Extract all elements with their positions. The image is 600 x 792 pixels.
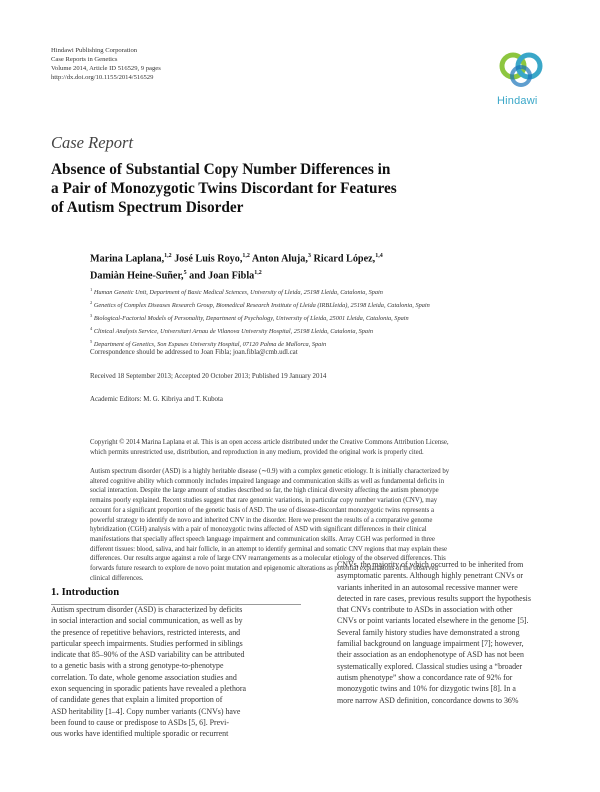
body-line: Autism spectrum disorder (ASD) is characterized by deficits (51, 605, 243, 614)
body-line: familial background on language impairment [7]; however, (337, 639, 524, 649)
publisher: Hindawi Publishing Corporation (51, 47, 138, 54)
affiliations (90, 285, 560, 349)
publication-dates: Received 18 September 2013; Accepted 20 October 2013; Published 19 January 2014 (90, 373, 327, 380)
body-line: particular speech impairments. Studies performed in siblings (51, 638, 243, 648)
author-name: Ricard López, (310, 253, 376, 265)
title-line: of Autism Spectrum Disorder (51, 199, 244, 216)
body-line: ous works have identified multiple sporadic or recurrent (51, 729, 229, 739)
affiliation-item: $^1$ Human Genetic Unit, Department of Basic Medical Sciences, University of Lleida, 25198 Lleida, Catalonia, Spain (90, 287, 383, 297)
body-line: correlation. To date, whole genome association studies and (51, 672, 237, 682)
abstract-line: manifestations that specially affect speech language impairment and communication skills. Array CGH was performed in three (90, 535, 435, 543)
author-name: Damiàn Heine-Suñer, (90, 270, 184, 282)
abstract-line: altered cognitive ability which commonly includes impaired language and communication skills as well as fundamental deficits in (90, 477, 445, 485)
author-list (90, 249, 560, 284)
body-line: more narrow ASD definition, concordance downs to 36% (337, 695, 519, 705)
body-line: monozygotic twins and 10% for dizygotic twins [8]. In a (337, 684, 516, 694)
body-line: detected in rare cases, previous results support the hypothesis (337, 593, 531, 603)
body-line: that CNVs contribute to ASDs in association with other (337, 605, 513, 615)
academic-editors: Academic Editors: M. G. Kibriya and T. Kubota (90, 396, 223, 403)
author-name: Anton Aluja, (249, 253, 308, 265)
abstract-line: forwards future research to explore de novo point mutation and epigenomic alterations as potential explanations of the observed (90, 565, 438, 573)
body-line: CNVs or point variants located elsewhere in the genome [5]. (337, 616, 529, 626)
affiliation-item: $^2$ Genetics of Complex Diseases Research Group, Biomedical Research Institute of Lleida (IRBLleida), 25198 Lleida, Catalonia, Spain (90, 299, 430, 309)
author-sup: 5 (183, 270, 187, 277)
author-name: Marina Laplana, (90, 253, 165, 265)
section-heading: 1. Introduction (51, 587, 120, 598)
journal-name: Case Reports in Genetics (51, 56, 118, 63)
abstract-line: differences. Our results argue against a role of large CNV rearrangements as a molecular etiology of the observed differences. This (90, 555, 446, 563)
body-column-left (51, 604, 303, 740)
author-sup: 1,4 (375, 253, 383, 259)
body-line: Several family history studies have demonstrated a strong (337, 627, 520, 637)
abstract-line: hybridization (CGH) analysis with a pair of monozygotic twins affected of ASD with significant differences in their clinical (90, 526, 427, 534)
body-column-right (337, 559, 553, 706)
body-line: variants inherited in an autosomal recessive manner were (337, 582, 518, 592)
title-line: a Pair of Monozygotic Twins Discordant for Features (51, 180, 397, 197)
body-line: ASD heritability [1–4]. Copy number variants (CNVs) have (51, 706, 241, 716)
copyright-notice: Copyright © 2014 Marina Laplana et al. This is an open access article distributed under the Creative Commons Attribution License, which permits unrestricted use, distribution, and reproduction in any medium, provided the original work is properly cited. (90, 439, 449, 456)
hindawi-logo-text: Hindawi (497, 95, 538, 107)
author-name: José Luis Royo, (171, 253, 243, 265)
affiliation-item: $^4$ Clinical Analysis Service, Universitari Arnau de Vilanova University Hospital, 25198 Lleida, Catalonia, Spain (90, 325, 373, 335)
abstract-line: social interaction. Despite the large amount of studies described so far, the high clinical diversity affecting the autism phenotype (90, 487, 439, 495)
body-line: been found to cause or predispose to ASDs [5, 6]. Previ- (51, 717, 229, 727)
article-type: Case Report (51, 133, 134, 152)
body-line: autism phenotype” show a concordance rate of 92% for (337, 672, 513, 682)
body-line: systematically explored. Classical studies using a “broader (337, 661, 523, 671)
body-line: exon sequencing in sporadic patients have revealed a plethora (51, 684, 246, 694)
author-sup: 1,2 (242, 253, 250, 259)
abstract-line: powerful strategy to identify de novo and inherited CNV in the disorder. Here we present the results of a comparative genome (90, 516, 433, 524)
body-line: in social interaction and social communication, as well as by (51, 616, 243, 626)
author-sup: 1,2 (164, 253, 172, 259)
body-line: the presence of repetitive behaviors, restricted interests, and (51, 627, 241, 637)
title-line: Absence of Substantial Copy Number Differences in (51, 161, 391, 178)
body-line: of candidate genes that explain a limited proportion of (51, 695, 223, 705)
correspondence: Correspondence should be addressed to Joan Fibla; joan.fibla@cmb.udl.cat (90, 349, 298, 356)
abstract-line: account for a significant proportion of the genetic basis of ASD. The use of disease-discordant monozygotic twins represents a (90, 506, 434, 514)
volume-info: Volume 2014, Article ID 516529, 9 pages (51, 65, 161, 72)
body-line: to a genetic basis with a strong genotype-to-phenotype (51, 661, 224, 671)
body-line: indicate that 85–90% of the ASD variability can be attributed (51, 650, 245, 660)
doi-link[interactable]: http://dx.doi.org/10.1155/2014/516529 (51, 74, 154, 81)
author-sup: 1,2 (254, 270, 262, 277)
author-name: and Joan Fibla (186, 270, 255, 282)
author-sup: 3 (307, 253, 311, 259)
body-line: asymptomatic parents. Although highly penetrant CNVs or (337, 571, 524, 581)
affiliation-item: $^3$ Biological-Factorial Models of Personality, Department of Psychology, University of Lleida, 25001 Lleida, Catalonia, Spain (90, 312, 409, 322)
abstract-line: Autism spectrum disorder (ASD) is a highly heritable disease (∼0.9) with a complex genetic etiology. It is initially characterized by (90, 468, 450, 475)
body-line: their association as an endophenotype of ASD has not been (337, 650, 524, 660)
body-line: CNVs, the majority of which occurred to be inherited from (337, 560, 524, 569)
abstract-line: clinical differences. (90, 574, 144, 582)
journal-meta (51, 46, 161, 82)
abstract-line: different tissues: blood, saliva, and hair follicle, in an attempt to identify germinal and somatic CNV regions that may explain these (90, 545, 448, 553)
abstract-line: remains poorly explained. Recent studies suggest that rare genomic variations, in particular copy number variation (CNV), may (90, 497, 438, 505)
article-title (51, 160, 521, 217)
affiliation-item: $^5$ Department of Genetics, Son Espases University Hospital, 07120 Palma de Mallorca, Spain (90, 338, 327, 348)
